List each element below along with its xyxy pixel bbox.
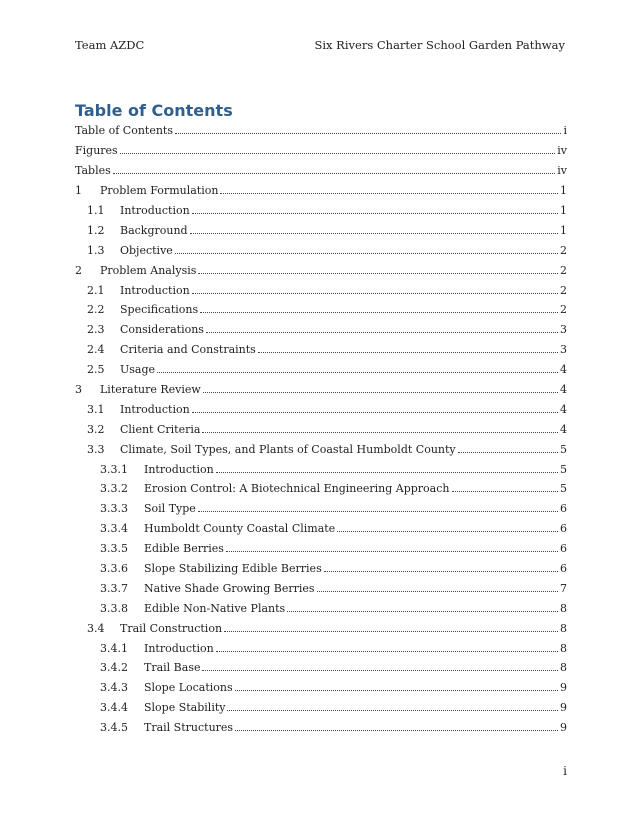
toc-dot-leader xyxy=(192,412,558,413)
toc-entry-number: 3.4.1 xyxy=(100,641,128,655)
page-header xyxy=(75,38,565,54)
toc-entry-page: 2 xyxy=(560,263,567,277)
toc-dot-leader xyxy=(175,133,561,134)
toc-entry[interactable] xyxy=(75,598,567,618)
toc-entry[interactable] xyxy=(75,161,567,181)
toc-entry-page: 6 xyxy=(560,562,567,576)
toc-entry[interactable] xyxy=(75,439,567,459)
toc-dot-leader xyxy=(198,273,558,274)
toc-entry-title: Literature Review xyxy=(100,383,201,397)
toc-dot-leader xyxy=(120,153,556,154)
toc-entry-title: Slope Locations xyxy=(144,681,233,695)
toc-entry[interactable] xyxy=(75,240,567,260)
toc-entry-title: Trail Structures xyxy=(144,721,234,735)
toc-entry-page: 1 xyxy=(560,184,567,198)
toc-entry-page: 1 xyxy=(560,204,567,217)
toc-entry-page: 9 xyxy=(560,701,567,715)
toc-entry[interactable] xyxy=(75,678,567,698)
toc-entry[interactable] xyxy=(75,459,567,479)
toc-entry-number: 3.3.2 xyxy=(100,482,128,496)
toc-entry-page: 3 xyxy=(560,343,567,357)
toc-dot-leader xyxy=(157,372,558,373)
toc-entry-number: 2.1 xyxy=(87,283,105,297)
table-of-contents xyxy=(75,121,567,738)
toc-entry-title: Problem Formulation xyxy=(100,184,219,198)
toc-entry-number: 3 xyxy=(75,383,82,397)
toc-entry-page: 9 xyxy=(560,681,567,695)
toc-entry[interactable] xyxy=(75,399,567,419)
toc-dot-leader xyxy=(287,611,558,612)
toc-entry-page: 8 xyxy=(560,601,567,615)
toc-entry-number: 3.4.3 xyxy=(100,681,128,695)
toc-entry-page: 1 xyxy=(560,223,567,237)
toc-dot-leader xyxy=(317,591,558,592)
toc-entry[interactable] xyxy=(75,658,567,678)
toc-entry-number: 3.3 xyxy=(87,442,105,456)
toc-entry-page: iv xyxy=(557,144,567,158)
toc-entry-number: 3.4.2 xyxy=(100,661,128,675)
toc-dot-leader xyxy=(224,631,558,632)
toc-entry-number: 3.3.5 xyxy=(100,542,128,556)
toc-entry[interactable] xyxy=(75,618,567,638)
toc-dot-leader xyxy=(206,332,558,333)
toc-entry-page: 3 xyxy=(560,323,567,337)
toc-entry-page: 6 xyxy=(560,542,567,556)
toc-entry-number: 3.3.6 xyxy=(100,562,128,576)
toc-entry-page: 8 xyxy=(560,641,567,655)
toc-entry-number: 1.3 xyxy=(87,243,105,257)
toc-dot-leader xyxy=(258,352,558,353)
toc-dot-leader xyxy=(192,293,558,294)
toc-entry-number: 1.2 xyxy=(87,223,105,237)
toc-entry[interactable] xyxy=(75,559,567,579)
toc-entry-title: Native Shade Growing Berries xyxy=(144,581,315,595)
toc-entry-page: 2 xyxy=(560,283,567,297)
toc-dot-leader xyxy=(113,173,556,174)
toc-entry-number: 1.1 xyxy=(87,204,105,217)
toc-entry[interactable] xyxy=(75,340,567,360)
toc-entry[interactable] xyxy=(75,220,567,240)
toc-dot-leader xyxy=(324,571,558,572)
header-team-name: Team AZDC xyxy=(75,38,145,52)
toc-dot-leader xyxy=(452,491,559,492)
toc-entry[interactable] xyxy=(75,201,567,221)
toc-entry-number: 3.2 xyxy=(87,422,105,436)
toc-entry[interactable] xyxy=(75,539,567,559)
toc-entry-title: Erosion Control: A Biotechnical Engineering Approach xyxy=(144,482,450,496)
toc-entry-title: Introduction xyxy=(120,283,190,297)
toc-entry-number: 3.3.1 xyxy=(100,462,128,476)
toc-entry-number: 2.3 xyxy=(87,323,105,337)
toc-entry[interactable] xyxy=(75,578,567,598)
toc-entry-title: Slope Stabilizing Edible Berries xyxy=(144,562,322,576)
toc-entry-title: Tables xyxy=(75,164,111,178)
toc-entry-title: Edible Non-Native Plants xyxy=(144,601,286,615)
toc-dot-leader xyxy=(203,392,558,393)
toc-entry-title: Considerations xyxy=(120,323,204,337)
header-project-title: Six Rivers Charter School Garden Pathway xyxy=(314,38,565,52)
toc-dot-leader xyxy=(202,670,558,671)
toc-dot-leader xyxy=(198,511,558,512)
toc-dot-leader xyxy=(227,710,558,711)
toc-entry-title: Slope Stability xyxy=(144,701,226,715)
toc-entry-title: Background xyxy=(120,223,188,237)
toc-entry-number: 1 xyxy=(75,184,82,198)
toc-dot-leader xyxy=(235,690,558,691)
toc-entry-page: 4 xyxy=(560,363,567,377)
toc-entry-page: 6 xyxy=(560,502,567,516)
toc-entry-page: 4 xyxy=(560,383,567,397)
toc-entry-page: 5 xyxy=(560,482,567,496)
toc-entry-title: Client Criteria xyxy=(120,422,201,436)
toc-entry-number: 3.3.4 xyxy=(100,522,128,536)
toc-entry[interactable] xyxy=(75,718,567,738)
toc-entry-page: 6 xyxy=(560,522,567,536)
toc-entry-title: Problem Analysis xyxy=(100,263,197,277)
toc-entry-page: 2 xyxy=(560,243,567,257)
toc-entry-page: iv xyxy=(557,164,567,178)
toc-entry[interactable] xyxy=(75,499,567,519)
toc-entry-page: 9 xyxy=(560,721,567,735)
toc-entry-title: Trail Construction xyxy=(120,621,223,635)
toc-entry-title: Criteria and Constraints xyxy=(120,343,256,357)
toc-dot-leader xyxy=(220,193,558,194)
toc-entry-number: 2.4 xyxy=(87,343,105,357)
toc-dot-leader xyxy=(200,312,558,313)
toc-dot-leader xyxy=(458,452,558,453)
toc-entry-title: Edible Berries xyxy=(144,542,224,556)
toc-dot-leader xyxy=(202,432,558,433)
toc-entry[interactable] xyxy=(75,380,567,400)
toc-entry-page: 5 xyxy=(560,462,567,476)
toc-entry[interactable] xyxy=(75,638,567,658)
toc-entry-number: 3.1 xyxy=(87,402,105,416)
toc-dot-leader xyxy=(216,472,558,473)
toc-entry[interactable] xyxy=(75,479,567,499)
toc-dot-leader xyxy=(235,730,558,731)
toc-entry-title: Table of Contents xyxy=(75,124,174,138)
toc-entry[interactable] xyxy=(75,260,567,280)
toc-entry[interactable] xyxy=(75,360,567,380)
toc-entry[interactable] xyxy=(75,320,567,340)
toc-entry[interactable] xyxy=(75,519,567,539)
toc-entry-page: 7 xyxy=(560,581,567,595)
toc-dot-leader xyxy=(190,233,558,234)
toc-entry-number: 3.4.4 xyxy=(100,701,128,715)
toc-heading: Table of Contents xyxy=(75,101,233,120)
toc-entry[interactable] xyxy=(75,280,567,300)
toc-entry-number: 2 xyxy=(75,263,82,277)
toc-entry-number: 3.3.8 xyxy=(100,601,128,615)
toc-entry-page: 8 xyxy=(560,621,567,635)
toc-entry-title: Introduction xyxy=(144,462,214,476)
toc-dot-leader xyxy=(216,651,558,652)
toc-entry-page: 2 xyxy=(560,303,567,317)
toc-entry-title: Introduction xyxy=(120,204,190,217)
toc-entry[interactable] xyxy=(75,181,567,201)
toc-dot-leader xyxy=(337,531,558,532)
toc-entry-number: 3.3.7 xyxy=(100,581,128,595)
toc-entry-title: Introduction xyxy=(144,641,214,655)
toc-entry-number: 2.2 xyxy=(87,303,105,317)
toc-entry[interactable] xyxy=(75,419,567,439)
toc-entry[interactable] xyxy=(75,698,567,718)
toc-entry-number: 2.5 xyxy=(87,363,105,377)
toc-entry-title: Usage xyxy=(120,363,156,377)
toc-entry[interactable] xyxy=(75,121,567,141)
toc-entry-number: 3.4 xyxy=(87,621,105,635)
toc-entry-title: Introduction xyxy=(120,402,190,416)
toc-entry-page: 8 xyxy=(560,661,567,675)
toc-entry[interactable] xyxy=(75,300,567,320)
toc-entry-page: 5 xyxy=(560,442,567,456)
toc-entry-title: Climate, Soil Types, and Plants of Coastal Humboldt County xyxy=(120,442,456,456)
toc-entry-title: Objective xyxy=(120,243,173,257)
toc-entry-page: 4 xyxy=(560,402,567,416)
toc-entry-page: 4 xyxy=(560,422,567,436)
toc-entry-number: 3.3.3 xyxy=(100,502,128,516)
toc-dot-leader xyxy=(175,253,558,254)
toc-entry-number: 3.4.5 xyxy=(100,721,128,735)
toc-entry-title: Trail Base xyxy=(144,661,201,675)
toc-entry-page: i xyxy=(563,124,567,138)
toc-dot-leader xyxy=(192,213,558,214)
footer-page-number: i xyxy=(563,764,567,778)
toc-entry-title: Soil Type xyxy=(144,502,196,516)
toc-entry[interactable] xyxy=(75,141,567,161)
toc-entry-title: Specifications xyxy=(120,303,199,317)
toc-entry-title: Humboldt County Coastal Climate xyxy=(144,522,336,536)
toc-dot-leader xyxy=(226,551,558,552)
toc-entry-title: Figures xyxy=(75,144,118,158)
